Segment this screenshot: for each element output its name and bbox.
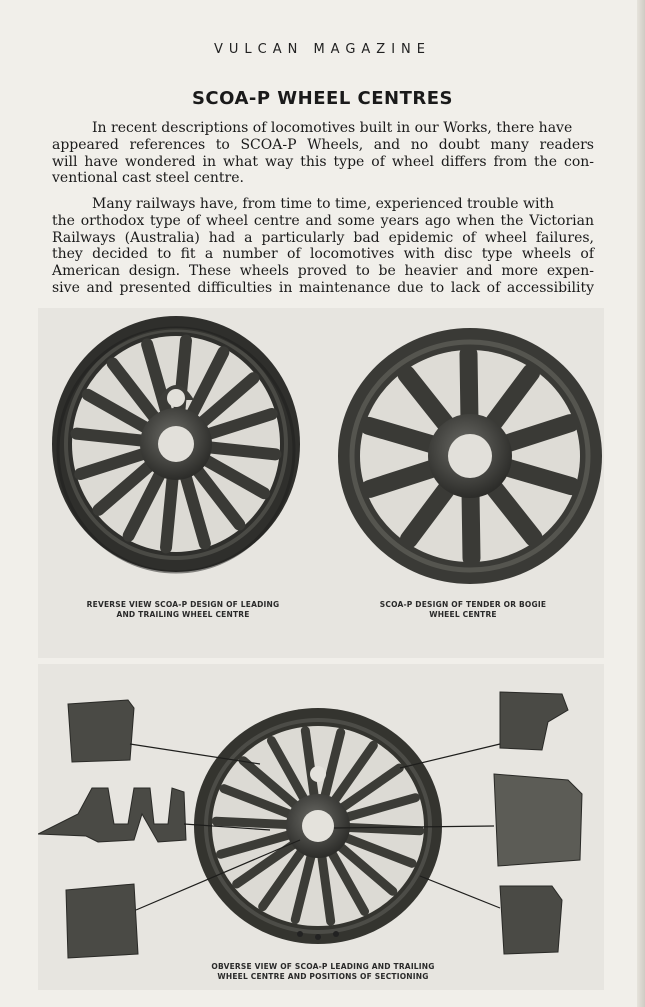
text-line: the orthodox type of wheel centre and some years ago when the Victorian <box>52 212 594 229</box>
running-head: VULCAN MAGAZINE <box>213 42 431 57</box>
caption-reverse-view <box>58 600 308 620</box>
obverse-view-wheel-image <box>194 708 442 944</box>
caption-line: AND TRAILING WHEEL CENTRE <box>116 610 250 619</box>
caption-line: SCOA-P DESIGN OF TENDER OR BOGIE <box>379 600 547 609</box>
caption-obverse-view <box>158 962 488 982</box>
page-edge-shadow <box>637 0 645 1007</box>
wheel-sections-photo <box>38 664 604 990</box>
wheel-spoke <box>166 474 173 548</box>
text-line: sive and presented difficulties in maintenance due to lack of accessibility <box>52 279 594 296</box>
paragraph-1 <box>52 120 594 187</box>
wheel-spoke <box>468 354 469 420</box>
text-line: they decided to fit a number of locomotives with disc type wheels of <box>52 246 594 263</box>
caption-tender-bogie <box>338 600 588 620</box>
text-line: In recent descriptions of locomotives built in our Works, there have <box>92 120 573 136</box>
paragraph-2 <box>52 196 594 297</box>
tender-bogie-wheel-image <box>338 328 602 584</box>
caption-line: WHEEL CENTRE <box>429 610 497 619</box>
wheel-spoke <box>206 447 276 454</box>
wheel-spoke <box>76 434 146 441</box>
text-line: appeared references to SCOA-P Wheels, and no doubt many readers <box>52 136 594 153</box>
reverse-view-wheel-image <box>52 316 300 572</box>
photo-plate-bottom <box>38 664 604 990</box>
text-line: ventional cast steel centre. <box>52 170 244 187</box>
wheel-spoke <box>471 492 472 558</box>
text-line: American design. These wheels proved to be heavier and more expen- <box>52 263 594 280</box>
text-line: Railways (Australia) had a particularly bad epidemic of wheel failures, <box>52 229 594 246</box>
caption-line: WHEEL CENTRE AND POSITIONS OF SECTIONING <box>217 972 429 981</box>
wheel-spoke <box>216 821 290 824</box>
caption-line: OBVERSE VIEW OF SCOA-P LEADING AND TRAILING <box>211 962 435 971</box>
photo-plate-top <box>38 308 604 658</box>
text-line: will have wondered in what way this type of wheel differs from the con- <box>52 153 594 170</box>
caption-line: REVERSE VIEW SCOA-P DESIGN OF LEADING <box>86 600 280 609</box>
article-title: SCOA-P WHEEL CENTRES <box>191 88 454 109</box>
text-line: Many railways have, from time to time, experienced trouble with <box>92 196 555 212</box>
